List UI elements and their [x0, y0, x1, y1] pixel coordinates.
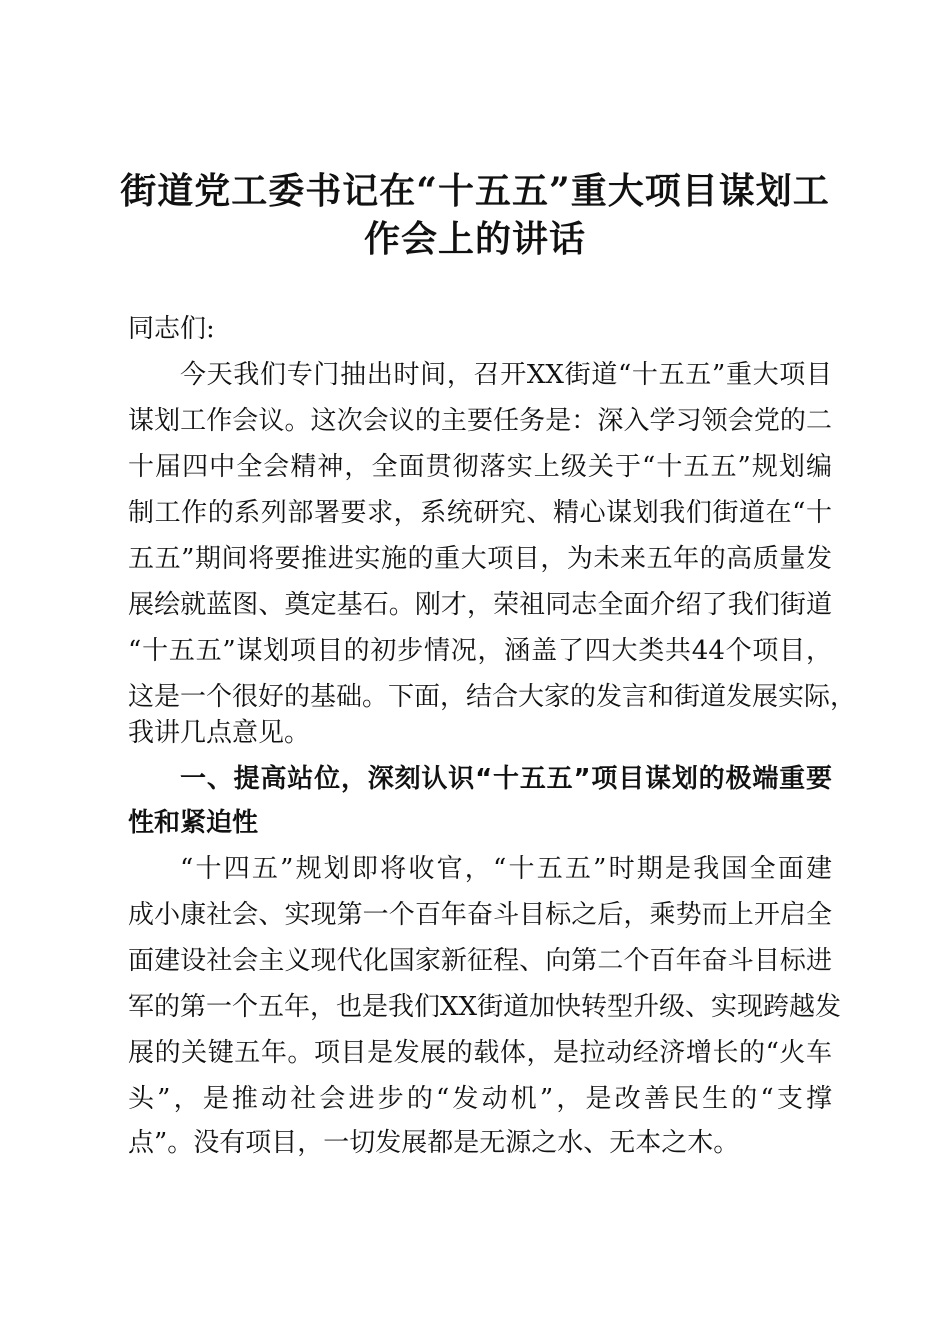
section-heading-line: 一、提高站位，深刻认识“十五五”项目谋划的极端重要 — [180, 764, 832, 794]
paragraph-2-line: 头”，是推动社会进步的“发动机”，是改善民生的“支撑 — [128, 1084, 832, 1114]
paragraph-1-line: 十届四中全会精神，全面贯彻落实上级关于“十五五”规划编 — [128, 452, 832, 482]
paragraph-1-line: 我讲几点意见。 — [128, 718, 311, 748]
paragraph-2-line: 点”。没有项目，一切发展都是无源之水、无本之木。 — [128, 1128, 740, 1158]
document-title-line-1: 街道党工委书记在“十五五”重大项目谋划工 — [120, 170, 830, 212]
paragraph-2-line: 面建设社会主义现代化国家新征程、向第二个百年奋斗目标进 — [128, 946, 832, 976]
salutation: 同志们: — [128, 314, 215, 344]
document-title-line-2: 作会上的讲话 — [363, 218, 586, 260]
paragraph-1-line: “十五五”谋划项目的初步情况，涵盖了四大类共44个项目， — [128, 636, 832, 666]
section-heading-line: 性和紧迫性 — [128, 808, 259, 838]
paragraph-1-line: 展绘就蓝图、奠定基石。刚才，荣祖同志全面介绍了我们街道 — [128, 590, 832, 620]
paragraph-2-line: 军的第一个五年，也是我们XX街道加快转型升级、实现跨越发 — [128, 992, 842, 1022]
paragraph-1-line: 这是一个很好的基础。下面，结合大家的发言和街道发展实际， — [128, 682, 857, 712]
paragraph-1-line: 谋划工作会议。这次会议的主要任务是：深入学习领会党的二 — [128, 406, 832, 436]
paragraph-1-line: 制工作的系列部署要求，系统研究、精心谋划我们街道在“十 — [128, 498, 832, 528]
paragraph-2-line: “十四五”规划即将收官，“十五五”时期是我国全面建 — [180, 854, 832, 884]
paragraph-1-line: 五五”期间将要推进实施的重大项目，为未来五年的高质量发 — [128, 544, 832, 574]
paragraph-2-line: 展的关键五年。项目是发展的载体，是拉动经济增长的“火车 — [128, 1038, 832, 1068]
paragraph-1-line: 今天我们专门抽出时间，召开XX街道“十五五”重大项目 — [180, 360, 832, 390]
paragraph-2-line: 成小康社会、实现第一个百年奋斗目标之后，乘势而上开启全 — [128, 900, 832, 930]
